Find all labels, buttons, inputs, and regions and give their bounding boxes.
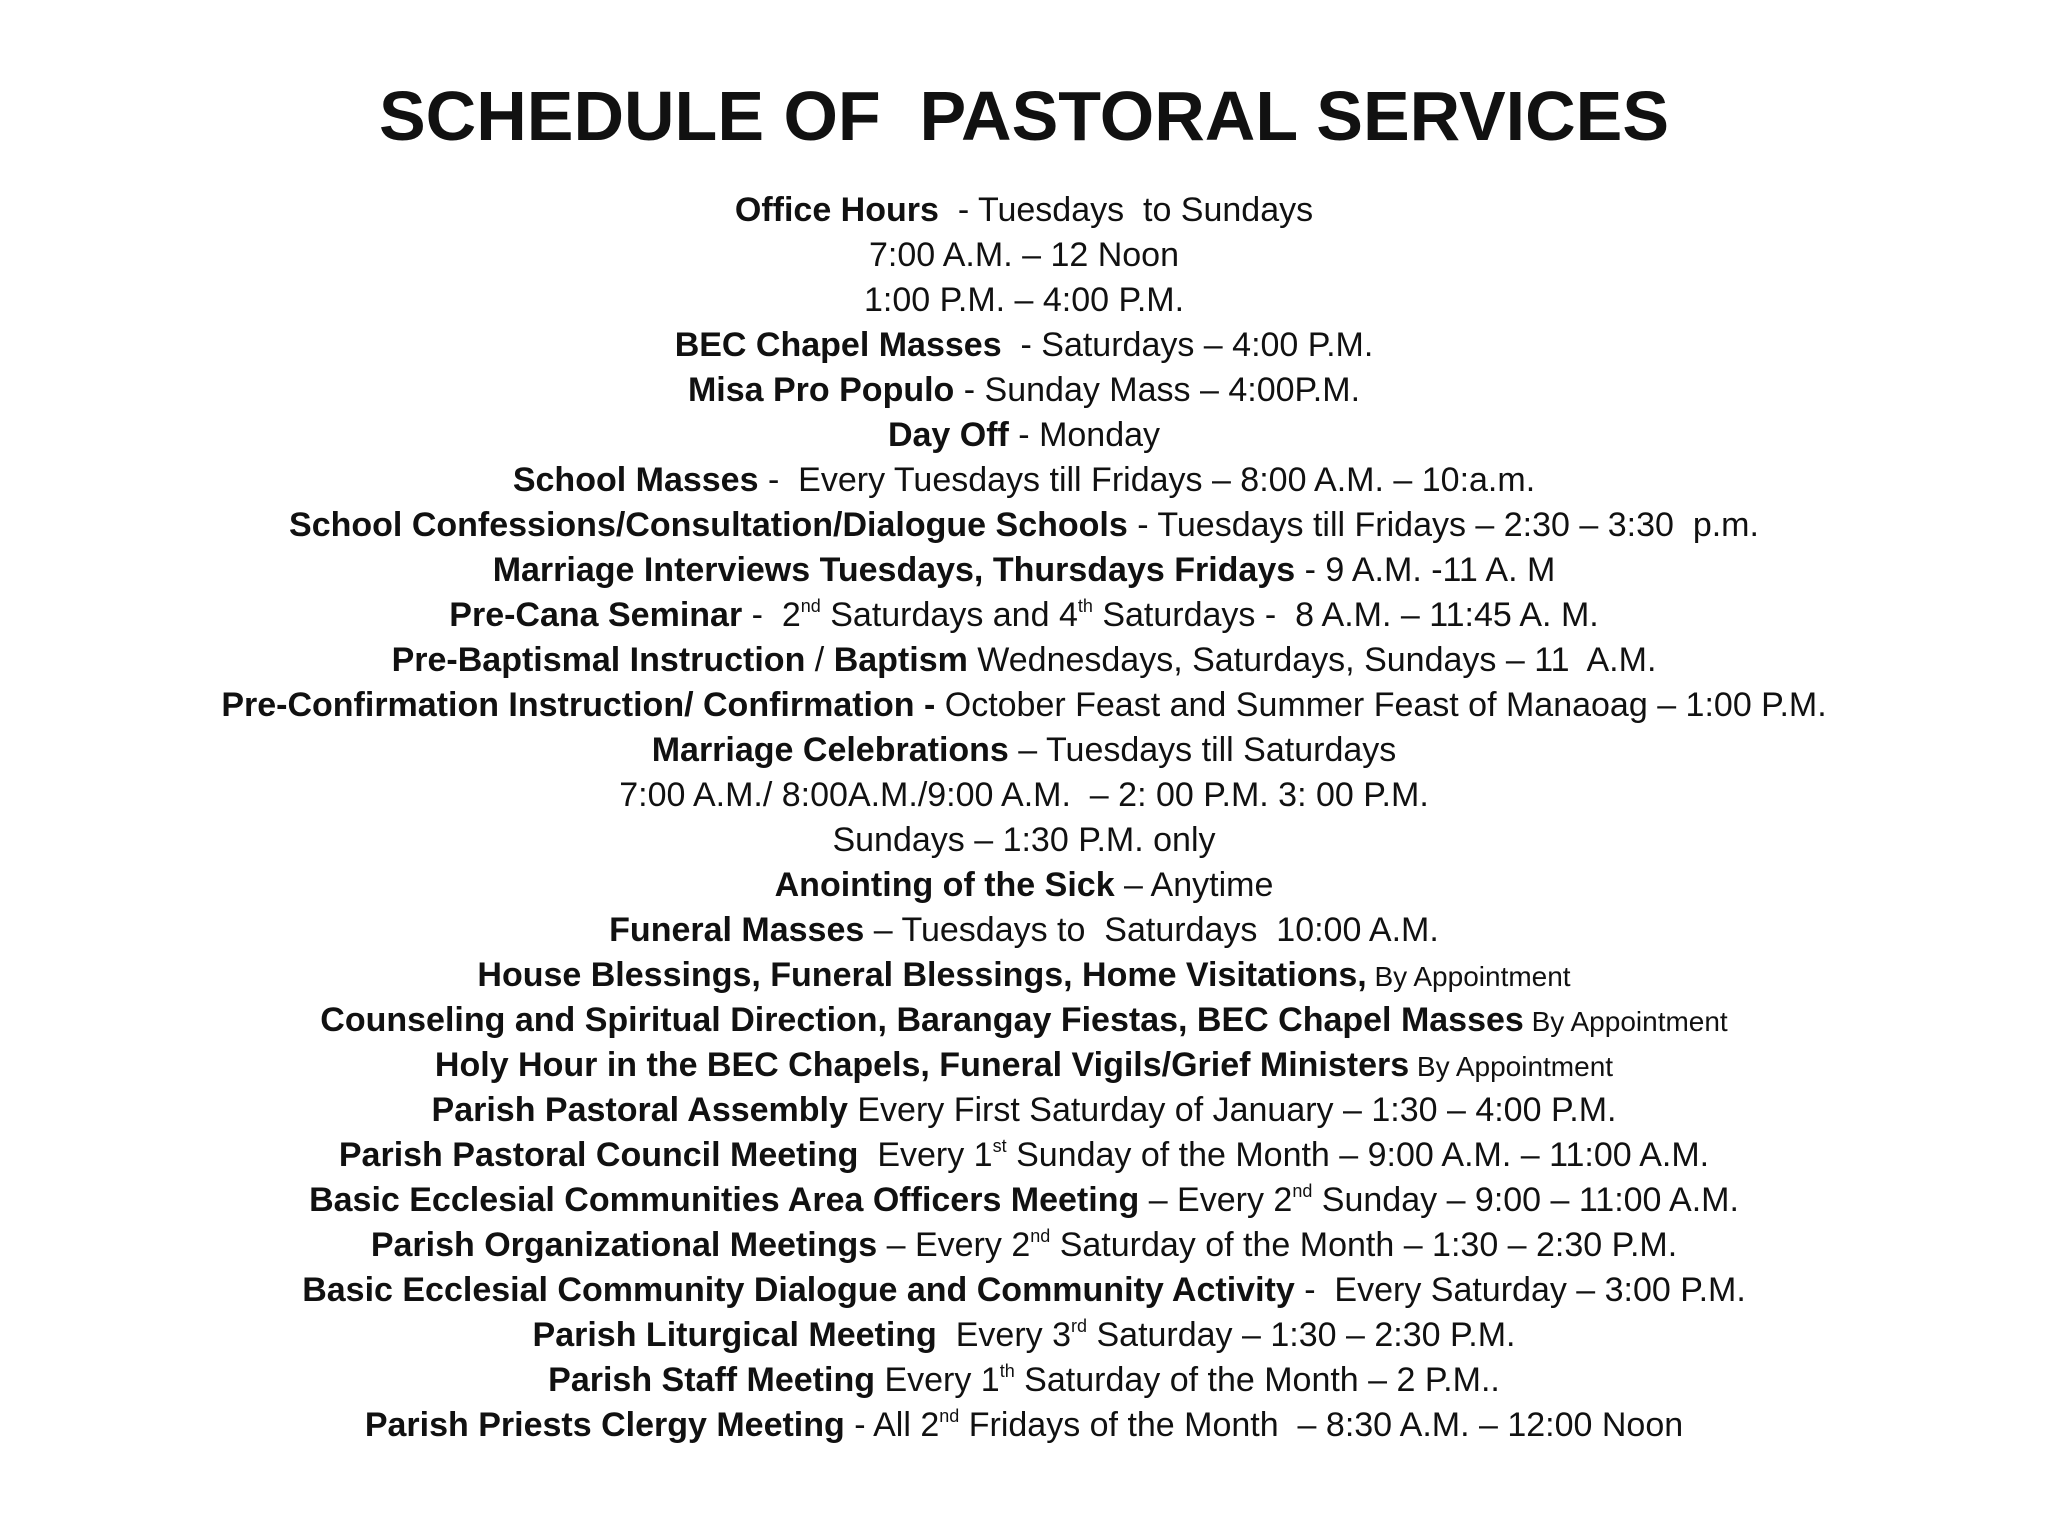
- ordinal-suffix: nd: [800, 596, 821, 616]
- schedule-bold-text: Office Hours: [734, 191, 939, 229]
- schedule-text: – Every 2: [1139, 1181, 1293, 1219]
- schedule-text: Every 1: [858, 1136, 993, 1174]
- schedule-line: [0, 683, 2048, 728]
- ordinal-suffix: nd: [1030, 1226, 1051, 1246]
- schedule-text: Saturdays and 4: [820, 596, 1078, 634]
- schedule-line: [0, 998, 2048, 1043]
- schedule-bold-text: Parish Pastoral Assembly: [431, 1091, 848, 1129]
- schedule-line: [0, 368, 2048, 413]
- schedule-line: [0, 1313, 2048, 1358]
- schedule-line: [0, 188, 2048, 233]
- schedule-line: [0, 1088, 2048, 1133]
- schedule-bold-text: Parish Staff Meeting: [548, 1361, 875, 1399]
- schedule-bold-text: Basic Ecclesial Communities Area Officers Meeting: [309, 1181, 1140, 1219]
- schedule-line: [0, 503, 2048, 548]
- schedule-bold-text: Marriage Celebrations: [651, 731, 1009, 769]
- schedule-line: [0, 908, 2048, 953]
- schedule-text: October Feast and Summer Feast of Manaoag – 1:00 P.M.: [935, 686, 1827, 724]
- schedule-bold-text: Funeral Masses: [609, 911, 865, 949]
- schedule-line: [0, 863, 2048, 908]
- schedule-text: Fridays of the Month – 8:30 A.M. – 12:00 Noon: [959, 1406, 1684, 1444]
- schedule-line: [0, 1223, 2048, 1268]
- schedule-list: [0, 188, 2048, 1448]
- schedule-text: Sunday of the Month – 9:00 A.M. – 11:00 A.M.: [1006, 1136, 1710, 1174]
- schedule-bold-text: Day Off: [887, 416, 1009, 454]
- schedule-text: /: [805, 641, 834, 679]
- schedule-line: [0, 233, 2048, 278]
- schedule-bold-text: Parish Pastoral Council Meeting: [338, 1136, 859, 1174]
- schedule-text: - Sunday Mass – 4:00P.M.: [954, 371, 1361, 409]
- schedule-text: 7:00 A.M. – 12 Noon: [869, 236, 1179, 274]
- schedule-line: [0, 773, 2048, 818]
- schedule-bold-text: House Blessings, Funeral Blessings, Home Visitations,: [477, 956, 1367, 994]
- schedule-text: - 2: [742, 596, 801, 634]
- schedule-line: [0, 593, 2048, 638]
- schedule-line: [0, 1358, 2048, 1403]
- schedule-line: [0, 458, 2048, 503]
- schedule-text: Every 1: [875, 1361, 1000, 1399]
- schedule-bold-text: Pre-Confirmation Instruction/ Confirmation -: [221, 686, 936, 724]
- schedule-line: [0, 638, 2048, 683]
- schedule-bold-text: School Masses: [512, 461, 759, 499]
- appointment-note: By Appointment: [1409, 1051, 1614, 1082]
- appointment-note: By Appointment: [1366, 961, 1571, 992]
- schedule-line: [0, 1178, 2048, 1223]
- schedule-text: – Tuesdays till Saturdays: [1008, 731, 1397, 769]
- schedule-line: [0, 1268, 2048, 1313]
- schedule-bold-text: Baptism: [833, 641, 968, 679]
- ordinal-suffix: nd: [939, 1406, 960, 1426]
- schedule-line: [0, 818, 2048, 863]
- schedule-text: – Tuesdays to Saturdays 10:00 A.M.: [864, 911, 1439, 949]
- schedule-line: [0, 323, 2048, 368]
- ordinal-suffix: nd: [1292, 1181, 1313, 1201]
- schedule-text: Saturday – 1:30 – 2:30 P.M.: [1087, 1316, 1516, 1354]
- schedule-text: 7:00 A.M./ 8:00A.M./9:00 A.M. – 2: 00 P.M. 3: 00 P.M.: [619, 776, 1429, 814]
- schedule-text: Sundays – 1:30 P.M. only: [832, 821, 1216, 859]
- schedule-text: Wednesdays, Saturdays, Sundays – 11 A.M.: [967, 641, 1657, 679]
- schedule-text: Every 3: [936, 1316, 1072, 1354]
- schedule-bold-text: Basic Ecclesial Community Dialogue and Community Activity: [302, 1271, 1295, 1309]
- schedule-bold-text: Holy Hour in the BEC Chapels, Funeral Vigils/Grief Ministers: [434, 1046, 1410, 1084]
- ordinal-suffix: th: [1077, 596, 1093, 616]
- schedule-bold-text: School Confessions/Consultation/Dialogue Schools: [289, 506, 1128, 544]
- schedule-text: - Saturdays – 4:00 P.M.: [1001, 326, 1374, 364]
- schedule-bold-text: Pre-Cana Seminar: [449, 596, 743, 634]
- schedule-bold-text: Pre-Baptismal Instruction: [391, 641, 806, 679]
- schedule-text: - Every Saturday – 3:00 P.M.: [1294, 1271, 1746, 1309]
- schedule-text: Saturday of the Month – 1:30 – 2:30 P.M.: [1050, 1226, 1678, 1264]
- schedule-bold-text: Parish Organizational Meetings: [370, 1226, 878, 1264]
- schedule-line: [0, 548, 2048, 593]
- schedule-line: [0, 953, 2048, 998]
- schedule-text: - Monday: [1008, 416, 1161, 454]
- schedule-text: Saturdays - 8 A.M. – 11:45 A. M.: [1092, 596, 1599, 634]
- schedule-line: [0, 413, 2048, 458]
- page-title: SCHEDULE OF PASTORAL SERVICES: [378, 77, 1670, 155]
- schedule-bold-text: Anointing of the Sick: [774, 866, 1115, 904]
- ordinal-suffix: st: [992, 1136, 1007, 1156]
- schedule-text: Every First Saturday of January – 1:30 – 4:00 P.M.: [847, 1091, 1617, 1129]
- schedule-text: - 9 A.M. -11 A. M: [1295, 551, 1556, 589]
- schedule-line: [0, 1043, 2048, 1088]
- schedule-bold-text: Parish Liturgical Meeting: [532, 1316, 937, 1354]
- schedule-line: [0, 1403, 2048, 1448]
- schedule-line: [0, 728, 2048, 773]
- schedule-line: [0, 1133, 2048, 1178]
- schedule-text: Sunday – 9:00 – 11:00 A.M.: [1312, 1181, 1739, 1219]
- schedule-text: Saturday of the Month – 2 P.M..: [1014, 1361, 1500, 1399]
- schedule-text: – Anytime: [1114, 866, 1274, 904]
- schedule-bold-text: Parish Priests Clergy Meeting: [364, 1406, 845, 1444]
- schedule-bold-text: BEC Chapel Masses: [674, 326, 1002, 364]
- schedule-bold-text: Misa Pro Populo: [687, 371, 955, 409]
- ordinal-suffix: rd: [1071, 1316, 1088, 1336]
- schedule-text: - Tuesdays to Sundays: [938, 191, 1314, 229]
- schedule-bold-text: Counseling and Spiritual Direction, Barangay Fiestas, BEC Chapel Masses: [320, 1001, 1524, 1039]
- schedule-line: [0, 278, 2048, 323]
- appointment-note: By Appointment: [1523, 1006, 1728, 1037]
- schedule-text: - Tuesdays till Fridays – 2:30 – 3:30 p.m.: [1127, 506, 1759, 544]
- schedule-text: 1:00 P.M. – 4:00 P.M.: [863, 281, 1185, 319]
- schedule-bold-text: Marriage Interviews Tuesdays, Thursdays Fridays: [492, 551, 1296, 589]
- schedule-text: - Every Tuesdays till Fridays – 8:00 A.M. – 10:a.m.: [758, 461, 1536, 499]
- ordinal-suffix: th: [999, 1361, 1015, 1381]
- schedule-text: - All 2: [844, 1406, 940, 1444]
- schedule-text: – Every 2: [877, 1226, 1031, 1264]
